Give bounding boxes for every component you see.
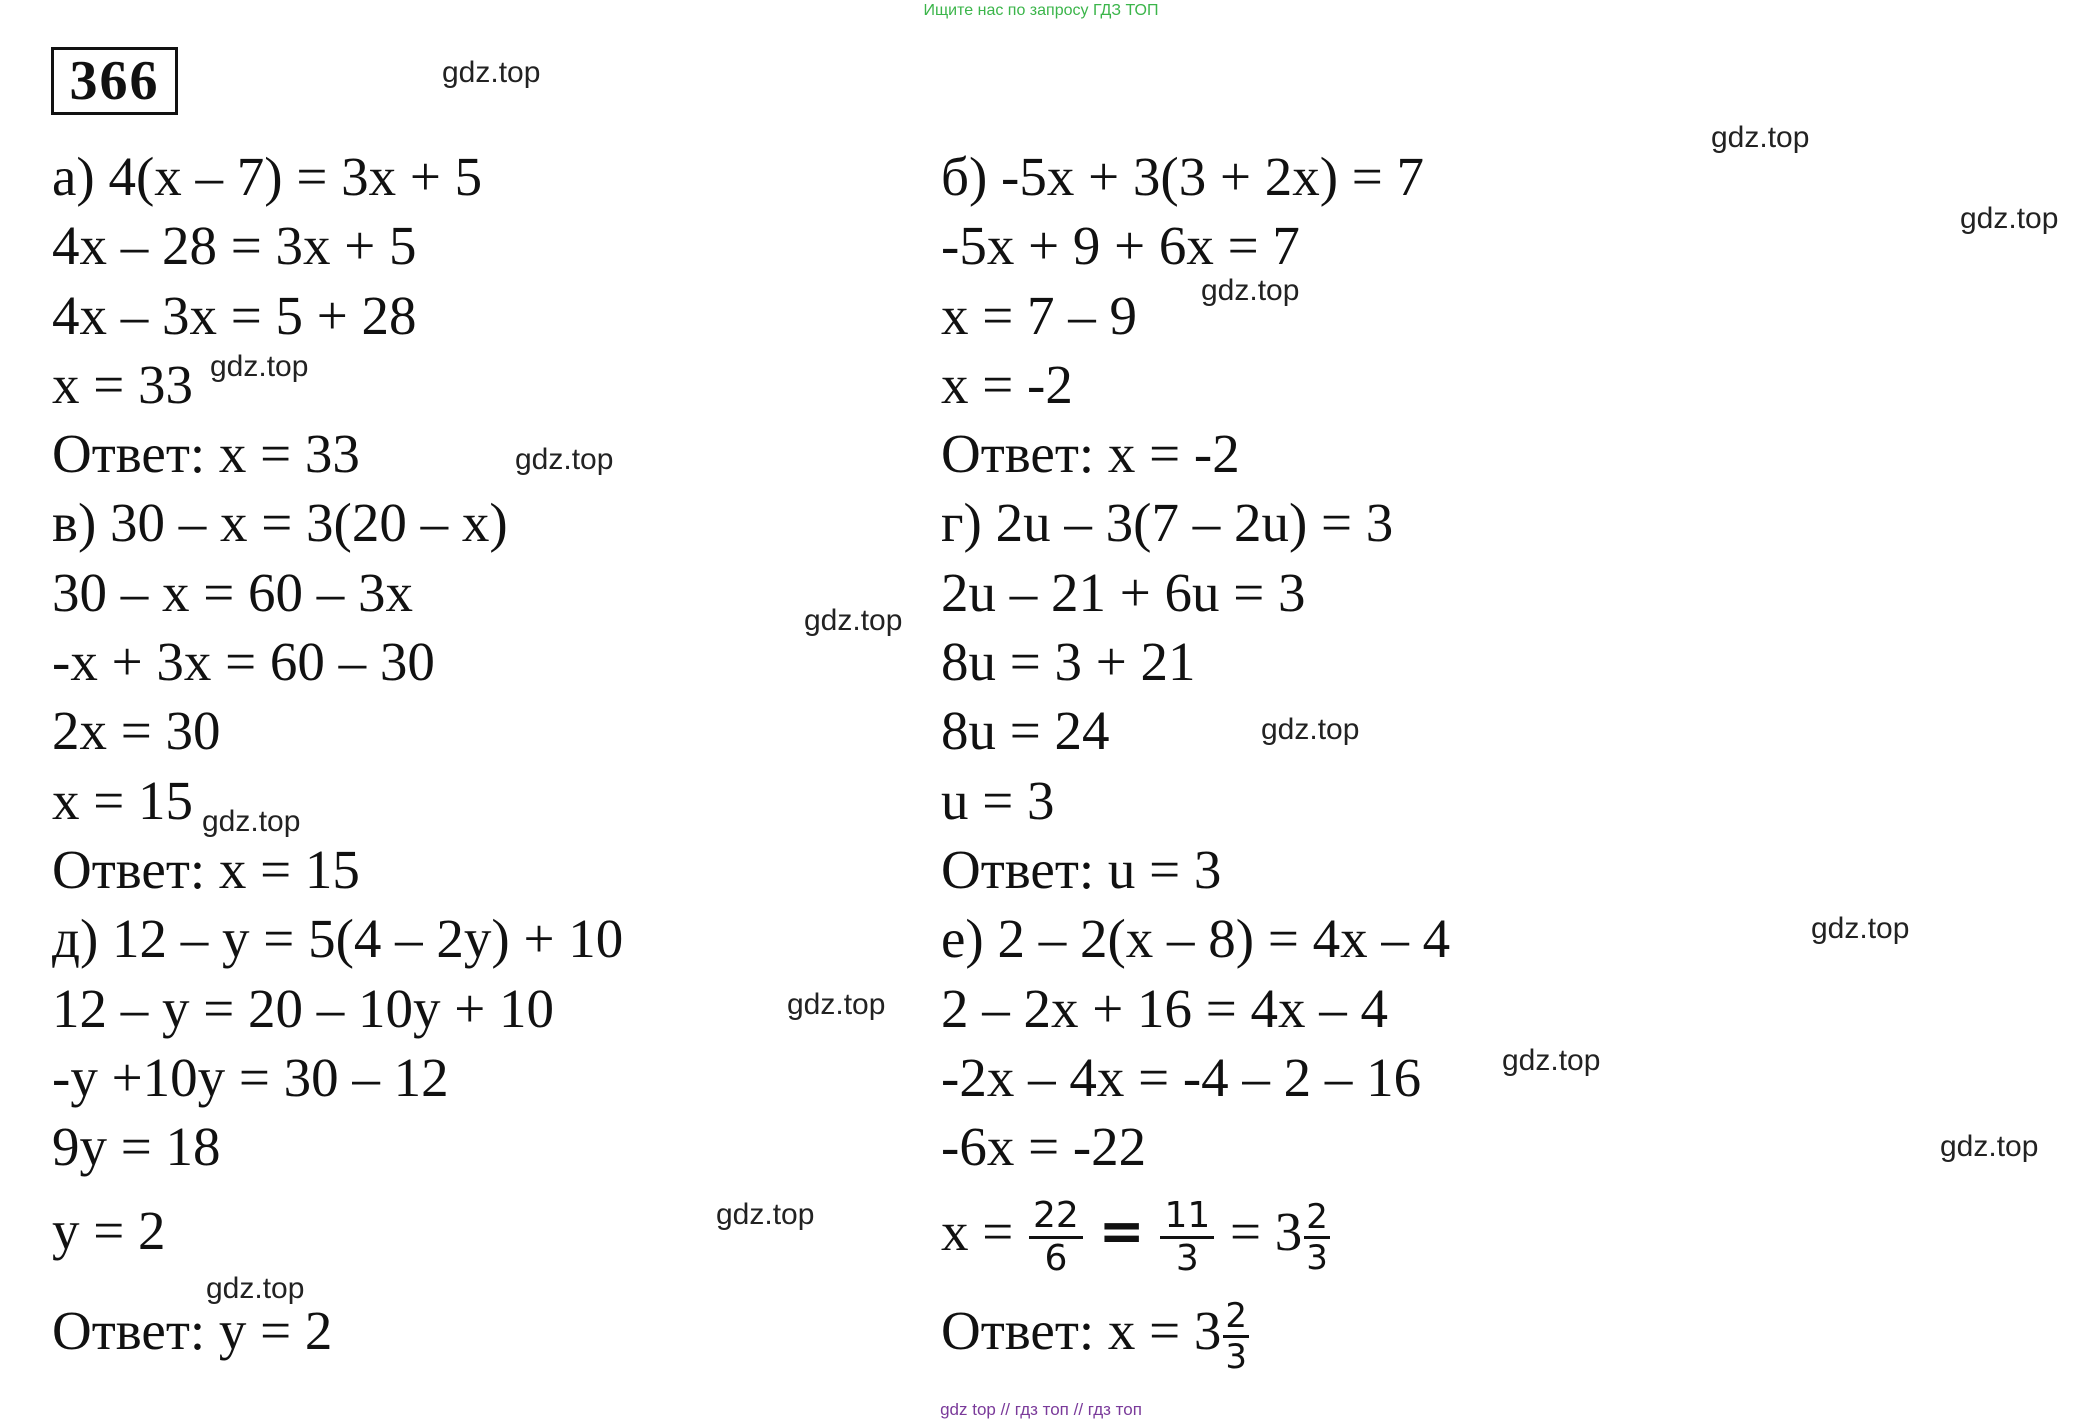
watermark: gdz.top bbox=[787, 988, 886, 1021]
answer-line bbox=[941, 1281, 1450, 1381]
watermark: gdz.top bbox=[1940, 1130, 2039, 1163]
solution-line: y = 2 bbox=[52, 1200, 166, 1262]
watermark: gdz.top bbox=[515, 443, 614, 476]
watermark: gdz.top bbox=[804, 604, 903, 637]
fraction-denominator: 3 bbox=[1175, 1238, 1199, 1280]
solution-line: а) 4(x – 7) = 3x + 5 bbox=[52, 146, 483, 207]
solution-line: 9y = 18 bbox=[52, 1116, 221, 1178]
solution-line: 12 – y = 20 – 10y + 10 bbox=[52, 977, 555, 1039]
fraction-denominator: 3 bbox=[1306, 1238, 1328, 1279]
solution-line: -6x = -22 bbox=[941, 1116, 1147, 1178]
right-column bbox=[941, 142, 1450, 1381]
watermark: gdz.top bbox=[442, 56, 541, 89]
answer-line: Ответ: y = 2 bbox=[52, 1300, 333, 1362]
fraction-prefix: x = bbox=[941, 1201, 1028, 1263]
equals-sign: = bbox=[1098, 1199, 1145, 1264]
watermark: gdz.top bbox=[206, 1272, 305, 1305]
solution-line: x = -2 bbox=[941, 353, 1073, 415]
watermark: gdz.top bbox=[716, 1198, 815, 1231]
fraction-numerator: 2 bbox=[1306, 1197, 1328, 1238]
mixed-number-whole: = 3 bbox=[1216, 1201, 1303, 1263]
fraction-denominator: 6 bbox=[1044, 1238, 1068, 1280]
fraction-numerator: 22 bbox=[1029, 1196, 1083, 1239]
fraction-22-6 bbox=[1029, 1196, 1083, 1279]
answer-prefix: Ответ: x = 3 bbox=[941, 1300, 1222, 1362]
watermark: gdz.top bbox=[1811, 912, 1910, 945]
solution-line: -2x – 4x = -4 – 2 – 16 bbox=[941, 1046, 1422, 1108]
solution-line: 4x – 28 = 3x + 5 bbox=[52, 215, 417, 277]
fraction-solution-line bbox=[941, 1181, 1450, 1281]
watermark: gdz.top bbox=[202, 805, 301, 838]
answer-line: Ответ: x = 33 bbox=[52, 423, 360, 485]
watermark: gdz.top bbox=[1261, 713, 1360, 746]
solution-line: -x + 3x = 60 – 30 bbox=[52, 631, 435, 693]
fraction-denominator: 3 bbox=[1225, 1337, 1248, 1378]
left-column bbox=[52, 142, 623, 1381]
solution-line: е) 2 – 2(x – 8) = 4x – 4 bbox=[941, 908, 1451, 970]
solution-line: 2x = 30 bbox=[52, 700, 221, 762]
solution-line: б) -5x + 3(3 + 2x) = 7 bbox=[941, 146, 1425, 207]
watermark: gdz.top bbox=[210, 350, 309, 383]
solution-line: x = 15 bbox=[52, 769, 194, 831]
solution-line: д) 12 – y = 5(4 – 2y) + 10 bbox=[52, 908, 624, 970]
solution-line: 4x – 3x = 5 + 28 bbox=[52, 284, 417, 346]
bottom-banner: gdz top // гдз топ // гдз топ bbox=[940, 1400, 1142, 1419]
solution-line: u = 3 bbox=[941, 769, 1055, 831]
task-number: 366 bbox=[51, 47, 178, 115]
watermark: gdz.top bbox=[1711, 121, 1810, 154]
fraction-numerator: 2 bbox=[1225, 1296, 1248, 1337]
solution-line: 2u – 21 + 6u = 3 bbox=[941, 561, 1306, 623]
solution-line: -5x + 9 + 6x = 7 bbox=[941, 215, 1300, 277]
solution-line: x = 7 – 9 bbox=[941, 284, 1138, 346]
fraction-11-3 bbox=[1160, 1196, 1214, 1279]
solution-line: 8u = 3 + 21 bbox=[941, 631, 1196, 693]
fraction-2-3 bbox=[1304, 1198, 1330, 1277]
watermark: gdz.top bbox=[1960, 202, 2059, 235]
watermark: gdz.top bbox=[1502, 1044, 1601, 1077]
fraction-2-3 bbox=[1223, 1297, 1249, 1376]
answer-line: Ответ: x = -2 bbox=[941, 423, 1240, 485]
solution-line: -y +10y = 30 – 12 bbox=[52, 1046, 449, 1108]
solution-line: 2 – 2x + 16 = 4x – 4 bbox=[941, 977, 1389, 1039]
answer-line: Ответ: x = 15 bbox=[52, 838, 360, 900]
solution-line: в) 30 – x = 3(20 – x) bbox=[52, 492, 508, 554]
fraction-numerator: 11 bbox=[1160, 1196, 1214, 1239]
solution-line: 30 – x = 60 – 3x bbox=[52, 561, 414, 623]
watermark: gdz.top bbox=[1201, 274, 1300, 307]
solution-line: г) 2u – 3(7 – 2u) = 3 bbox=[941, 492, 1394, 554]
answer-line: Ответ: u = 3 bbox=[941, 838, 1222, 900]
solution-line: 8u = 24 bbox=[941, 700, 1110, 762]
top-banner: Ищите нас по запросу ГДЗ ТОП bbox=[923, 2, 1159, 19]
solution-line: x = 33 bbox=[52, 353, 194, 415]
